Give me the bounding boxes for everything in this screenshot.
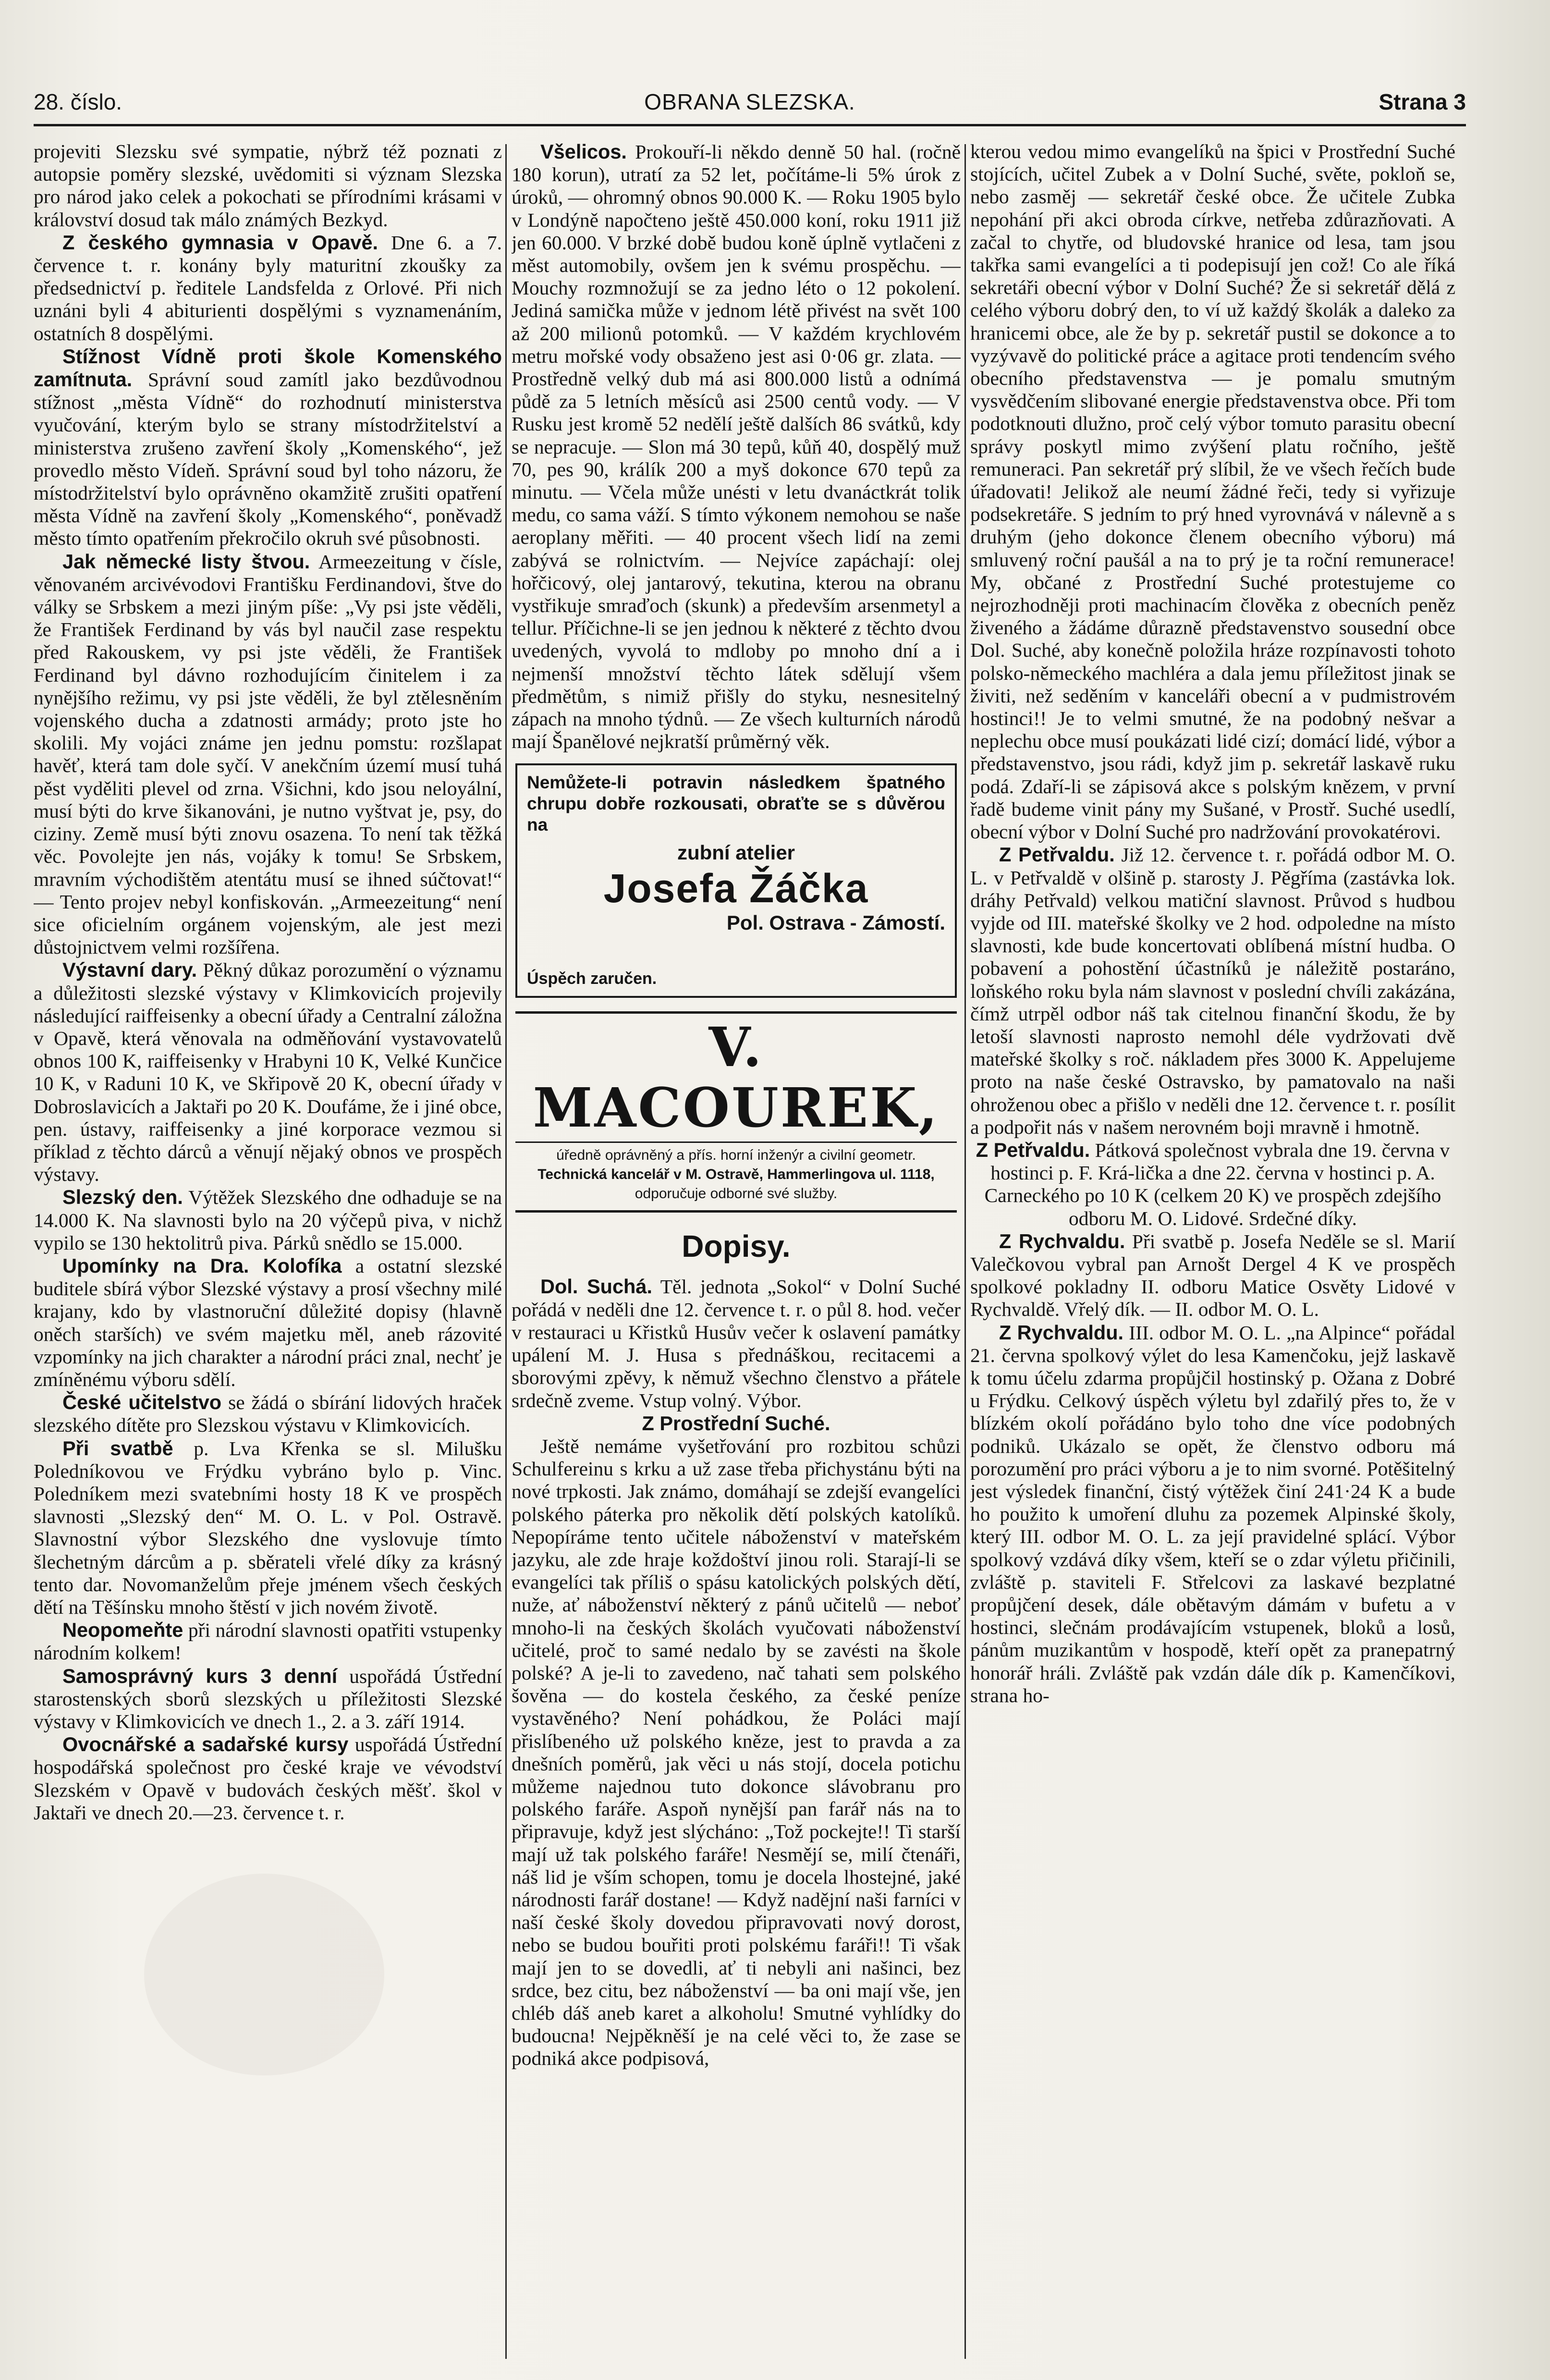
article-heading: Ovocnářské a sadařské kursy: [62, 1733, 349, 1756]
article-heading: Z Rychvaldu.: [999, 1321, 1124, 1344]
article-paragraph: [34, 550, 502, 959]
advert-geometer: [515, 1011, 957, 1213]
article-heading: Slezský den.: [62, 1186, 183, 1209]
article-paragraph: [34, 1733, 502, 1824]
advert-name: Josefa Žáčka: [603, 866, 869, 911]
article-heading: Jak německé listy štvou.: [62, 550, 310, 573]
column-divider: [505, 144, 507, 2359]
article-paragraph: [970, 843, 1455, 1139]
article-heading: Dol. Suchá.: [540, 1275, 653, 1298]
article-heading: Neopomeňte: [62, 1619, 183, 1642]
article-paragraph: [34, 1665, 502, 1733]
advert-line: Technická kancelář v M. Ostravě, Hammerlingova ul. 1118,: [537, 1166, 935, 1183]
article-heading: Všelicos.: [540, 140, 627, 163]
article-paragraph: [34, 1391, 502, 1436]
article-paragraph: [34, 231, 502, 345]
article-text: Dne 6. a 7. července t. r. konány byly maturitní zkoušky za předsednictví p. ředitele Landsfelda z Orlové. Při nich uznáni byli 4 abiturienti dospělými s vyznamenáním, ostatních 8 dospělými.: [34, 231, 502, 344]
article-paragraph: [34, 1437, 502, 1619]
column-3: [970, 140, 1455, 2360]
article-heading: Samosprávný kurs 3 denní: [62, 1664, 338, 1687]
article-paragraph: [512, 1412, 961, 1435]
advert-atelier: zubní atelier: [677, 841, 795, 864]
article-text: kterou vedou mimo evangelíků na špici v Prostřední Suché stojících, učitel Zubek a v Dolní Suché, světe, pokloň se, nebo zasměj — sekretář české obce. Že učitele Zubka nepohání při akci obroda církve, netřeba zdůrazňovati. A začal to chytře, od bludovské hranice od lesa, tam jsou takřka sami evangelíci a ti podepisují jen což! Co ale říká sekretáři obecní výbor v Dolní Suché? Že si sekretář dělá z celého výboru dobrý den, to ví už každý školák a daleko za hranicemi obce, ale že by p. sekretář pustil se dokonce a to vyzývavě do politické práce a agitace proti tendencím svého obecního představenstva — je pomalu smutným vysvědčením slibované energie představenstva obce. Při tom podotknouti dlužno, proč celý výbor tomuto parasitu obecní správy poskytl mimo zvýšení platu ročního, ještě remuneraci. Pan sekretář prý slíbil, že ve všech řečích bude úřadovati! Jelikož ale neumí žádné řeči, tedy si vyřizuje podsekretáře. S jedním to prý hned vyrovnává v nálevně a s druhým (jeho dokonce členem obecního výboru) má smluvený roční paušál a na to prý je ta roční remunerace! My, občané z Prostřední Suché protestujeme co nejrozhodněji proti machinacím člověka z obecních peněz živeného a žádáme důrazně představenstvo sousední obce Dol. Suché, aby konečně položila hráze rozpínavosti tohoto polsko-německého machléra a dala jemu příležitost jinak se živiti, než seděním v kanceláři obecní a v pudmistrovém hostinci!! Je to velmi smutné, že na podobný nešvar a neplechu obce musí poukázati lidé cizí; domácí lidé, výbor a představenstvo, jsou rádi, když jim p. sekretář laskavě ruku podá. Zdaří-li se zápisová akce s polským knězem, v první řadě budeme vinit pány my Sušané, v Prostř. Suché usedlí, obecní výbor v Dolní Suché pro nadržování provokatérovi.: [970, 140, 1455, 843]
article-text: uspořádá Ústřední starostenských sborů slezských u příležitosti Slezské výstavy v Klimkovicích ve dnech 1., 2. a 3. září 1914.: [34, 1665, 502, 1733]
column-2: [512, 140, 961, 2360]
article-paragraph: [34, 958, 502, 1186]
article-text: Pěkný důkaz porozumění o významu a důležitosti slezské výstavy v Klimkovicích projevily následující raiffeisenky a obecní úřady a Centralní záložna v Opavě, která věnovala na odměňování vystavovatelů obnos 100 K, raiffeisenky v Hrabyni 10 K, Velké Kunčice 10 K, v Raduni 10 K, ve Skřipově 20 K, obecní úřady v Dobroslavicích a Jaktaři po 20 K. Doufáme, že i jiné obce, pen. ústavy, raiffeisenky a jiné korporace vezmou si příklad z těchto dárců a věnují nějaký obnos ve prospěch výstavy.: [34, 959, 502, 1186]
article-paragraph: [512, 1435, 961, 2070]
article-text: Pátková společnost vybrala dne 19. června v hostinci p. F. Krá-lička a dne 22. června v hostinci p. A. Carneckého po 10 K (celkem 20 K) ve prospěch zdejšího odboru M. O. Lidové. Srdečné díky.: [984, 1139, 1450, 1229]
article-heading: Z Rychvaldu.: [999, 1229, 1125, 1252]
article-text: a ostatní slezské buditele sbírá výbor Slezské výstavy a prosí všechny milé krajany, kdo by vlastnoruční důležité dopisy (hlavně oněch starších) ve svém majetku měl, aneb rázovité vzpomínky na jich charakter a národní práci znal, nechť je zmíněnému výboru sdělí.: [34, 1254, 502, 1390]
article-paragraph: [970, 1139, 1455, 1230]
article-text: Již 12. července t. r. pořádá odbor M. O. L. v Petřvaldě v olšině p. starosty J. Pěgříma (zastávka lok. dráhy Petřvald) velkou matiční slavnost. Průvod s hudbou vyjde od III. mateřské školky ve 2 hod. odpoledne na místo slavnosti, kde bude koncertovati oblíbená místní hudba. O pobavení a pohostění účastníků je náležitě postaráno, loňského roku byla nám slavnost v poslední chvíli zakázána, čímž utrpěl odbor náš tak citelnou finanční škodu, že by letoší slavnosti naprosto nemohl déle vydržovati dvě mateřské školky s roč. nákladem přes 3000 K. Appelujeme proto na naše české Ostravsko, by pamatovalo na naši ohroženou obec a přišlo v neděli dne 12. července t. r. posílit a podpořit nás v našem nerovném boji mravně i hmotně.: [970, 844, 1455, 1138]
article-text: se žádá o sbírání lidových hraček slezského dítěte pro Slezskou výstavu v Klimkovicích.: [34, 1391, 502, 1436]
advert-place: Pol. Ostrava - Zámostí.: [726, 911, 945, 934]
article-paragraph: [34, 345, 502, 550]
article-text: Armeezeitung v čísle, věnovaném arcivévodovi Františku Ferdinandovi, štve do války se Srbskem a mezi jiným píše: „Vy psi jste věděli, že František Ferdinand by vás byl naučil zase respektu před Rakouskem, vy psi jste věděli, že František Ferdinand byl dávno rozhodujícím činitelem i za nynějšího režimu, vy psi jste věděli, že byl ztělesněním vojenského ducha a zdatnosti armády; proto jste ho skolili. My vojáci známe jen jednu pomstu: rozšlapat havěť, která tam dole syčí. V anekčním území musí tuhá pěst vyděliti plevel od zrna. Všichni, kdo jsou neloyální, musí býti do krve šikanováni, je nutno vyštvat je, psy, do ciziny. Země musí býti znovu osazena. To není tak těžká věc. Povolejte jen nás, vojáky k tomu! Se Srbskem, mravním východištěm atentátu musí se ihned súčtovat!“ — Tento projev nebyl konfiskován. „Armeezeitung“ není sice oficielním orgánem vojenským, ale jest mezi důstojnictvem velmi rozšířena.: [34, 550, 502, 958]
article-paragraph: [970, 1230, 1455, 1321]
advert-rule: [515, 1141, 957, 1143]
article-heading: Stížnost Vídně proti škole Komenského zamítnuta.: [34, 344, 502, 391]
advert-geometer-name: V. MACOUREK,: [533, 1016, 940, 1140]
advert-lead: Nemůžete-li potravin následkem špatného chrupu dobře rozkousati, obraťte se s důvěrou na: [527, 773, 945, 835]
article-paragraph: [34, 1619, 502, 1664]
article-heading: Z Petřvaldu.: [976, 1138, 1090, 1161]
article-heading: Z českého gymnasia v Opavě.: [62, 231, 378, 254]
article-heading: Výstavní dary.: [62, 958, 197, 981]
article-paragraph: [34, 1254, 502, 1391]
article-text: při národní slavnosti opatřiti vstupenky národním kolkem!: [34, 1619, 502, 1664]
article-heading: Upomínky na Dra. Kolofíka: [62, 1254, 342, 1277]
article-paragraph: [970, 1321, 1455, 1707]
article-heading: Při svatbě: [62, 1436, 173, 1460]
article-text: Ještě nemáme vyšetřování pro rozbitou schůzi Schulfereinu s krku a už zase třeba přichystánu býti na nové trpkosti. Jak známo, domáhají se zdejší evangelíci polského páterka pro několik dětí polských katolíků. Nepopíráme tento učitele náboženství v mateřském jazyku, ale zde hraje koždoštví jinou roli. Starají-li se evangelíci tak příliš o spásu katolických polských dětí, nuže, ať náboženství některý z pánů učitelů — neboť mnoho-li na českých školách vyučovati náboženství učitelé, proč to samé nedalo by se zavésti na škole polské? A je-li to zavedeno, nač tahati sem polského šověna — do kostela českého, za české peníze vystavěného? Není pohádkou, že Poláci mají přislíbeného už polského kněze, jest to pravda a za dnešních poměrů, jak věci u nás stojí, docela potichu můžeme najednou tuto dokonce slávobranu pro polského faráře. Aspoň nynější pan farář nás na to připravuje, když jest slýcháno: „Tož pockejte!! Ti starší mají už tak polského faráře! Nesmějí se, milí čtenáři, náš lid je vším schopen, tomu je docela lhostejné, jaké národnosti farář dostane! — Když nadějní naši farníci v naší české školy dovedou připravovati nový dorost, nebo se budou bouřiti proti polskému faráři!! Ti však mají jen to se dovedli, ať ti nebyli ani našinci, bez srdce, bez citu, bez náboženství — ba oni mají vše, jen chléb dáš aneb karet a alkoholu! Smutné vyhlídky do budoucna! Nejpěkněší je na celé věci to, že zase se podniká akce podpisová,: [512, 1435, 961, 2070]
article-text: Výtěžek Slezského dne odhaduje se na 14.000 K. Na slavnosti bylo na 20 výčepů piva, v nichž vypilo se 130 hektolitrů piva. Párků snědlo se 15.000.: [34, 1186, 502, 1254]
advert-line: úředně oprávněný a přís. horní inženýr a civilní geometr.: [556, 1147, 916, 1164]
advert-dentist: [515, 763, 957, 998]
article-paragraph: [34, 140, 502, 231]
article-paragraph: [512, 140, 961, 753]
article-paragraph: [970, 140, 1455, 843]
article-text: Těl. jednota „Sokol“ v Dolní Suché pořádá v neděli dne 12. července t. r. o půl 8. hod. večer v restauraci u Křistků Husův večer k oslavení památky upálení M. J. Husa s přednáškou, recitacemi a sborovými zpěvy, k němuž všechno členstvo a přátele srdečně zveme. Vstup volný. Výbor.: [512, 1276, 961, 1411]
article-text: III. odbor M. O. L. „na Alpince“ pořádal 21. června spolkový výlet do lesa Kamenčoku, jejž laskavě k tomu účelu zdarma propůjčil hostinský p. Ožana z Dobré u Frýdku. Celkový úspěch výletu byl zdařilý přes to, že v blízkém okolí pořádáno bylo toho dne více podobných podniků. Ukázalo se opět, že členstvo odboru má porozumění pro práci výboru a je to nim svorné. Potěšitelný jest výsledek finanční, čistý výtěžek činí 241·24 K a bude ho použito k umoření dluhu za pozemek Alpinské školy, který III. odbor M. O. L. za její pravidelné splácí. Výbor spolkový vzdává díky všem, kteří se o zdar výletu přičinili, zvláště p. staviteli F. Střelcovi za laskavé bezplatné propůjčení desek, dále obětavým dámám v bufetu a v hostinci, slečnám prodávajícím vstupenek, bloků a losů, pánům muzikantům v hospodě, kteří opět za pranepatrný honorář hráli. Zvláště pak vzdán dále dík p. Kamenčíkovi, strana ho-: [970, 1321, 1455, 1706]
article-text: Prokouří-li někdo denně 50 hal. (ročně 180 korun), utratí za 52 let, počítáme-li 5% úrok z úroků, — ohromný obnos 90.000 K. — Roku 1905 bylo v Londýně napočteno ještě 450.000 koní, roku 1911 již jen 60.000. V brzké době budou koně úplně vytlačeni z měst automobily, ovšem jen k svému prospěchu. — Mouchy rozmnožují se za jedno léto o 12 pokolení. Jediná samička může v jednom létě přivést na svět 100 až 200 milionů potomků. — V každém krychlovém metru mořské vody obsaženo jest asi 0·06 gr. zlata. — Prostředně velký dub má asi 800.000 listů a odnímá půdě za 5 letních měsíců asi 2500 centů vody. — V Rusku jest kromě 52 nedělí ještě dalších 86 svátků, kdy se nepracuje. — Slon má 30 tepů, kůň 40, dospělý muž 70, pes 90, králík 200 a myš dokonce 670 tepů za minutu. — Včela může unésti v letu dvanáctkrát tolik medu, co sama váží. S tímto výkonem nemohou se naše aeroplany měřiti. — 40 procent všech lidí na zemi zabývá se rolnictvím. — Nejvíce zapáchají: olej hořčicový, olej jantarový, tekutina, kterou na obranu vystřikuje smraďoch (skunk) a především arsenmetyl a tellur. Příčichne-li se jen jednou k některé z těchto dvou uvedených, vyvolá to mdloby po mnoho dní a i nejmenší množství těchto látek sdělují všem předmětům, s nimiž přišly do styku, nesnesitelný zápach na mnoho týdnů. — Ze všech kulturních národů mají Španělové nejkratší průměrný věk.: [512, 141, 961, 753]
section-title: Dopisy.: [682, 1229, 791, 1264]
article-heading: České učitelstvo: [62, 1391, 222, 1414]
advert-line: odporučuje odborné své služby.: [635, 1186, 838, 1202]
header-rule: [34, 124, 1466, 126]
newspaper-title: OBRANA SLEZSKA.: [644, 89, 855, 114]
article-text: Při svatbě p. Josefa Neděle se sl. Marií Valečkovou vybral pan Arnošt Dergel 4 K ve prospěch spolkové pokladny II. odboru Matice Osvěty Lidové v Rychvaldě. Vřelý dík. — II. odbor M. O. L.: [970, 1230, 1455, 1321]
article-paragraph: [34, 1186, 502, 1254]
page-number: Strana 3: [1379, 89, 1466, 114]
column-1: [34, 140, 502, 2360]
article-heading: Z Petřvaldu.: [999, 843, 1115, 866]
article-text: p. Lva Křenka se sl. Milušku Poledníkovou ve Frýdku vybráno bylo p. Vinc. Poledníkem mezi svatebními hosty 18 K ve prospěch slavnosti „Slezský den“ M. O. L. v Pol. Ostravě. Slavnostní výbor Slezského dne vyslovuje tímto šlechetným dárcům a p. sběrateli vřelé díky za krásný tento dar. Novomanželům přeje jménem všech českých dětí na Těšínsku mnoho štěstí v jich novém životě.: [34, 1437, 502, 1618]
article-text: projeviti Slezsku své sympatie, nýbrž též poznati z autopsie poměry slezské, uvědomiti si význam Slezska pro národ jako celek a pokochati se přírodními krásami v království dosud tak málo známých Bezkyd.: [34, 140, 502, 231]
advert-guarantee: Úspěch zaručen.: [527, 969, 657, 988]
issue-number: 28. číslo.: [34, 89, 122, 114]
article-text: Správní soud zamítl jako bezdůvodnou stížnost „města Vídně“ do rozhodnutí ministerstva vyučování, kterým bylo se strany místodržitelství a ministerstva zrušeno zavření školy „Komenského“, jež provedlo město Vídeň. Správní soud byl toho názoru, že místodržitelství bylo oprávněno okamžitě zrušiti opatření města Vídně na zavření školy „Komenského“, poněvadž město tímto opatřením překročilo okruh své působnosti.: [34, 368, 502, 550]
article-paragraph: [512, 1275, 961, 1411]
article-heading: Z Prostřední Suché.: [642, 1411, 830, 1435]
column-divider: [964, 144, 966, 2359]
article-text: uspořádá Ústřední hospodářská společnost pro české kraje ve vévodství Slezském v Opavě v budovách českých měšť. škol v Jaktaři ve dnech 20.—23. července t. r.: [34, 1733, 502, 1824]
